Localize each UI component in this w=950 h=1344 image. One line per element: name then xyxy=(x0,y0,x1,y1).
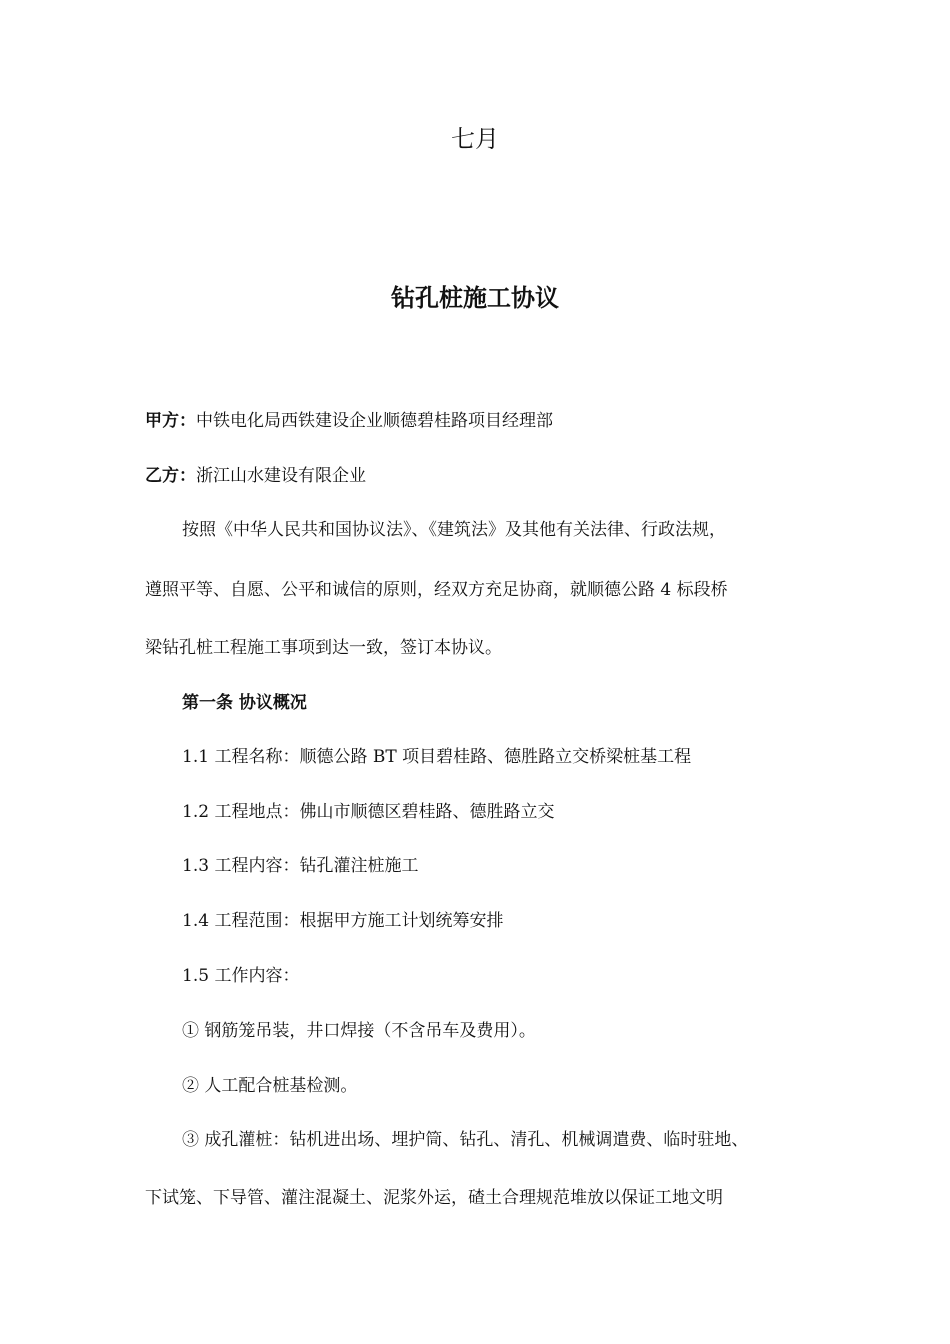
item-1-5: 1.5 工作内容： xyxy=(182,966,300,986)
party-a-label: 甲方： xyxy=(145,411,196,431)
intro-line-2: 遵照平等、自愿、公平和诚信的原则，经双方充足协商，就顺德公路 4 标段桥 xyxy=(145,580,728,600)
article-1-heading: 第一条 协议概况 xyxy=(182,693,307,713)
party-a-value: 中铁电化局西铁建设企业顺德碧桂路项目经理部 xyxy=(196,411,553,431)
month-heading: 七月 xyxy=(451,125,499,153)
intro-line-3: 梁钻孔桩工程施工事项到达一致，签订本协议。 xyxy=(145,638,502,658)
intro-line-1: 按照《中华人民共和国协议法》、《建筑法》及其他有关法律、行政法规， xyxy=(182,520,726,540)
party-a-line xyxy=(145,410,553,432)
item-1-4: 1.4 工程范围：根据甲方施工计划统筹安排 xyxy=(182,911,504,931)
item-1-1: 1.1 工程名称：顺德公路 BT 项目碧桂路、德胜路立交桥梁桩基工程 xyxy=(182,747,692,767)
document-title: 钻孔桩施工协议 xyxy=(391,283,559,312)
work-item-3: ③ 成孔灌桩：钻机进出场、埋护筒、钻孔、清孔、机械调遣费、临时驻地、 xyxy=(182,1130,749,1150)
work-item-3-continuation: 下试笼、下导管、灌注混凝土、泥浆外运，碴土合理规范堆放以保证工地文明 xyxy=(145,1188,723,1208)
work-item-2: ② 人工配合桩基检测。 xyxy=(182,1076,358,1096)
party-b-line xyxy=(145,465,366,487)
item-1-3: 1.3 工程内容：钻孔灌注桩施工 xyxy=(182,856,419,876)
work-item-1: ① 钢筋笼吊装，井口焊接（不含吊车及费用）。 xyxy=(182,1021,536,1041)
party-b-value: 浙江山水建设有限企业 xyxy=(196,466,366,486)
party-b-label: 乙方： xyxy=(145,466,196,486)
item-1-2: 1.2 工程地点：佛山市顺德区碧桂路、德胜路立交 xyxy=(182,802,555,822)
